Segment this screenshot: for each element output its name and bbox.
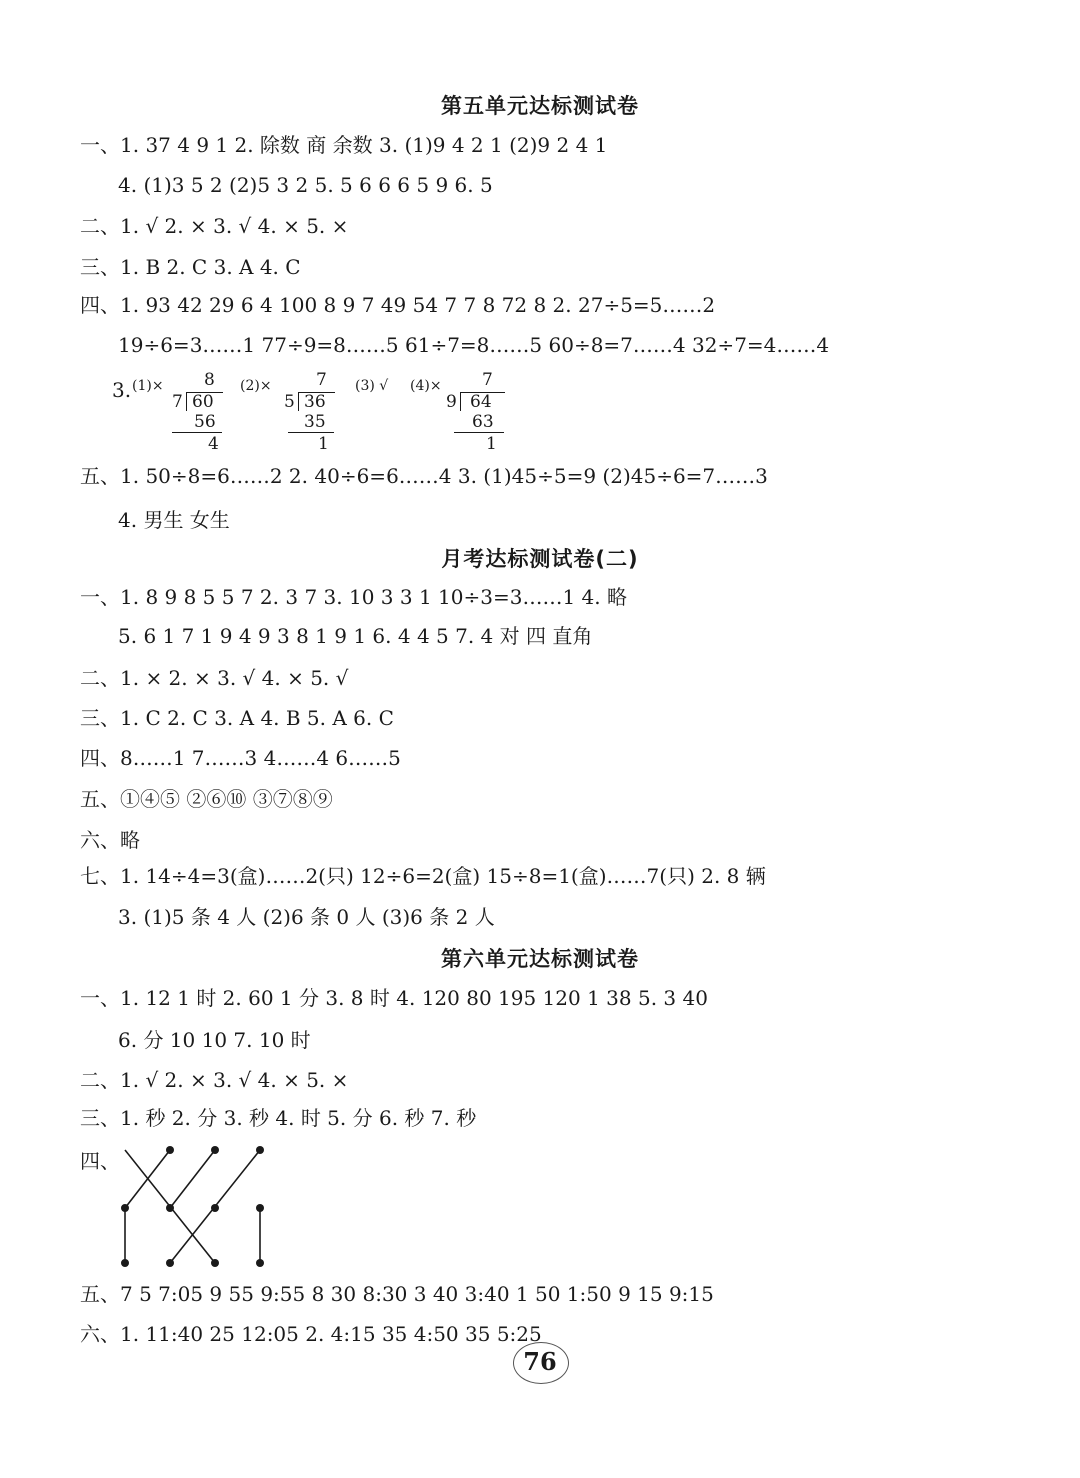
remainder: 1: [486, 434, 497, 454]
product: 63: [472, 412, 494, 432]
answer-line: 二、1. × 2. × 3. √ 4. × 5. √: [80, 666, 349, 690]
long-division-1: [132, 370, 232, 460]
q4-label: 四、: [80, 1149, 120, 1173]
long-division-2: [240, 370, 340, 460]
answer-line: 一、1. 8 9 8 5 5 7 2. 3 7 3. 10 3 3 1 10÷3=3……1 4. 略: [80, 585, 627, 609]
page-number-text: 76: [523, 1347, 557, 1376]
product: 35: [304, 412, 326, 432]
section-title-unit6: 第六单元达标测试卷: [441, 947, 639, 971]
answer-line: 二、1. √ 2. × 3. √ 4. × 5. ×: [80, 214, 349, 238]
dividend: 36: [304, 392, 326, 412]
divisor: 5: [284, 392, 295, 412]
answer-line: 六、1. 11:40 25 12:05 2. 4:15 35 4:50 35 5:25: [80, 1322, 542, 1346]
dividend: 60: [192, 392, 214, 412]
section-title-unit5: 第五单元达标测试卷: [441, 94, 639, 118]
answer-line: 五、7 5 7:05 9 55 9:55 8 30 8:30 3 40 3:40 1 50 1:50 9 15 9:15: [80, 1282, 714, 1306]
mark: (4)×: [410, 378, 442, 394]
quotient: 8: [204, 370, 215, 390]
answer-line: 六、略: [80, 828, 140, 852]
dividend: 64: [470, 392, 492, 412]
divisor: 7: [172, 392, 183, 412]
q3-label: 3.: [112, 378, 132, 402]
mark: (2)×: [240, 378, 272, 394]
section-title-monthly2: 月考达标测试卷(二): [441, 547, 639, 571]
answer-line: 4. 男生 女生: [118, 508, 230, 532]
answer-line: 四、8……1 7……3 4……4 6……5: [80, 746, 401, 770]
answer-line: 一、1. 12 1 时 2. 60 1 分 3. 8 时 4. 120 80 195 120 1 38 5. 3 40: [80, 986, 708, 1010]
mark: (1)×: [132, 378, 164, 394]
answer-line: 6. 分 10 10 7. 10 时: [118, 1028, 311, 1052]
answer-line: 5. 6 1 7 1 9 4 9 3 8 1 9 1 6. 4 4 5 7. 4 对 四 直角: [118, 624, 593, 648]
answer-line: 4. (1)3 5 2 (2)5 3 2 5. 5 6 6 6 5 9 6. 5: [118, 173, 493, 197]
mark: (3) √: [355, 378, 389, 394]
answer-line: 二、1. √ 2. × 3. √ 4. × 5. ×: [80, 1068, 349, 1092]
remainder: 1: [318, 434, 329, 454]
long-division-4: [410, 370, 520, 460]
answer-line: 五、①④⑤ ②⑥⑩ ③⑦⑧⑨: [80, 787, 333, 811]
answer-line: 3. (1)5 条 4 人 (2)6 条 0 人 (3)6 条 2 人: [118, 905, 495, 929]
remainder: 4: [208, 434, 219, 454]
page-number: [505, 1340, 575, 1384]
product: 56: [194, 412, 216, 432]
answer-line: 一、1. 37 4 9 1 2. 除数 商 余数 3. (1)9 4 2 1 (2)9 2 4 1: [80, 133, 608, 157]
answer-line: 三、1. B 2. C 3. A 4. C: [80, 255, 301, 279]
answer-line: 四、1. 93 42 29 6 4 100 8 9 7 49 54 7 7 8 72 8 2. 27÷5=5……2: [80, 293, 716, 317]
answer-line: 五、1. 50÷8=6……2 2. 40÷6=6……4 3. (1)45÷5=9 (2)45÷6=7……3: [80, 464, 768, 488]
matching-diagram: [110, 1145, 280, 1275]
divisor: 9: [446, 392, 457, 412]
quotient: 7: [316, 370, 327, 390]
answer-line: 七、1. 14÷4=3(盒)……2(只) 12÷6=2(盒) 15÷8=1(盒)……7(只) 2. 8 辆: [80, 864, 766, 888]
answer-line: 三、1. 秒 2. 分 3. 秒 4. 时 5. 分 6. 秒 7. 秒: [80, 1106, 477, 1130]
answer-line: 19÷6=3……1 77÷9=8……5 61÷7=8……5 60÷8=7……4 32÷7=4……4: [118, 333, 830, 357]
quotient: 7: [482, 370, 493, 390]
answer-line: 三、1. C 2. C 3. A 4. B 5. A 6. C: [80, 706, 394, 730]
